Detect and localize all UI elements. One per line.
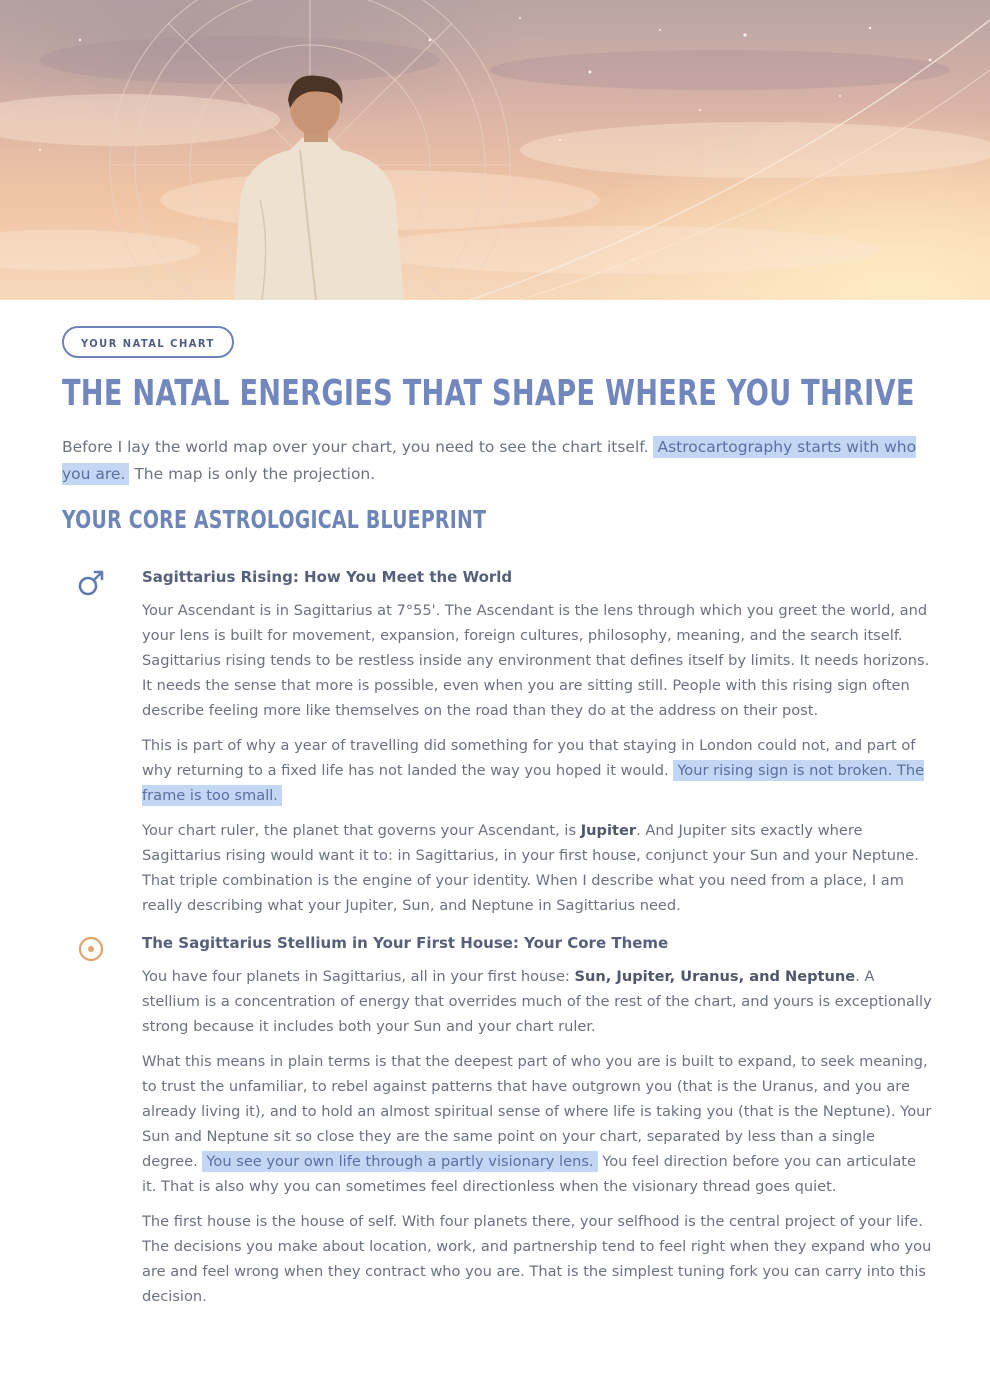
paragraph-text: You feel direction before you can articulate it. That is also why you can sometimes feel directionless when the visionary thread goes quiet. bbox=[142, 1153, 916, 1195]
page-title: THE NATAL ENERGIES THAT SHAPE WHERE YOU THRIVE bbox=[62, 373, 915, 414]
header-content bbox=[62, 326, 928, 538]
intro-text-end: The map is only the projection. bbox=[134, 465, 376, 483]
paragraph-text: This is part of why a year of travelling did something for you that staying in London could not, and part of why returning to a fixed life has not landed the way you hoped it would. bbox=[142, 737, 916, 779]
paragraph bbox=[142, 733, 932, 808]
hero-image bbox=[0, 0, 990, 300]
section-sagittarius-rising bbox=[142, 566, 932, 918]
paragraph-text: . A stellium is a concentration of energy that overrides much of the rest of the chart, and yours is exceptionally strong because it includes both your Sun and your chart ruler. bbox=[142, 968, 932, 1035]
intro-paragraph bbox=[62, 434, 928, 488]
paragraph bbox=[142, 1049, 932, 1199]
hero-illustration bbox=[0, 0, 990, 300]
section-sagittarius-stellium bbox=[142, 932, 932, 1309]
mars-icon bbox=[76, 568, 106, 598]
paragraph-highlight: You see your own life through a partly visionary lens. bbox=[202, 1151, 597, 1172]
bold-text: Sun, Jupiter, Uranus, and Neptune bbox=[574, 968, 856, 985]
section-badge: YOUR NATAL CHART bbox=[62, 326, 234, 358]
paragraph-highlight: Your rising sign is not broken. The frame is too small. bbox=[142, 762, 925, 804]
paragraph-text: Your chart ruler, the planet that governs your Ascendant, is bbox=[142, 822, 577, 839]
section-heading: YOUR CORE ASTROLOGICAL BLUEPRINT bbox=[62, 505, 487, 534]
intro-highlight: Astrocartography starts with who you are. bbox=[62, 438, 917, 483]
paragraph: The first house is the house of self. With four planets there, your selfhood is the central project of your life. The decisions you make about location, work, and partnership tend to feel right when they expand who you are and feel wrong when they contract who you are. That is the simplest tuning fork you can carry into this decision. bbox=[142, 1213, 932, 1305]
section-title: The Sagittarius Stellium in Your First House: Your Core Theme bbox=[142, 934, 669, 952]
paragraph bbox=[142, 964, 932, 1039]
paragraph-text: You have four planets in Sagittarius, all in your first house: bbox=[142, 968, 570, 985]
intro-text: Before I lay the world map over your chart, you need to see the chart itself. bbox=[62, 438, 649, 456]
paragraph bbox=[142, 818, 932, 918]
paragraph-text: . And Jupiter sits exactly where Sagittarius rising would want it to: in Sagittarius, in your first house, conjunct your Sun and your Neptune. That triple combination is the engine of your identity. When I describe what you need from a place, I am really describing what your Jupiter, Sun, and Neptune in Sagittarius need. bbox=[142, 822, 919, 914]
paragraph-text: What this means in plain terms is that the deepest part of who you are is built to expand, to seek meaning, to trust the unfamiliar, to rebel against patterns that have outgrown you (that is the Uranus, and you are already living it), and to hold an almost spiritual sense of where life is taking you (that is the Neptune). Your Sun and Neptune sit so close they are the same point on your chart, separated by less than a single degree. bbox=[142, 1053, 932, 1170]
bold-text: Jupiter bbox=[580, 822, 637, 839]
sun-icon bbox=[76, 934, 106, 964]
paragraph: Your Ascendant is in Sagittarius at 7°55'. The Ascendant is the lens through which you greet the world, and your lens is built for movement, expansion, foreign cultures, philosophy, meaning, and the search itself. Sagittarius rising tends to be restless inside any environment that defines itself by limits. It needs horizons. It needs the sense that more is possible, even when you are sitting still. People with this rising sign often describe feeling more like themselves on the road than they do at the address on their post. bbox=[142, 602, 930, 719]
section-title: Sagittarius Rising: How You Meet the World bbox=[142, 568, 513, 586]
